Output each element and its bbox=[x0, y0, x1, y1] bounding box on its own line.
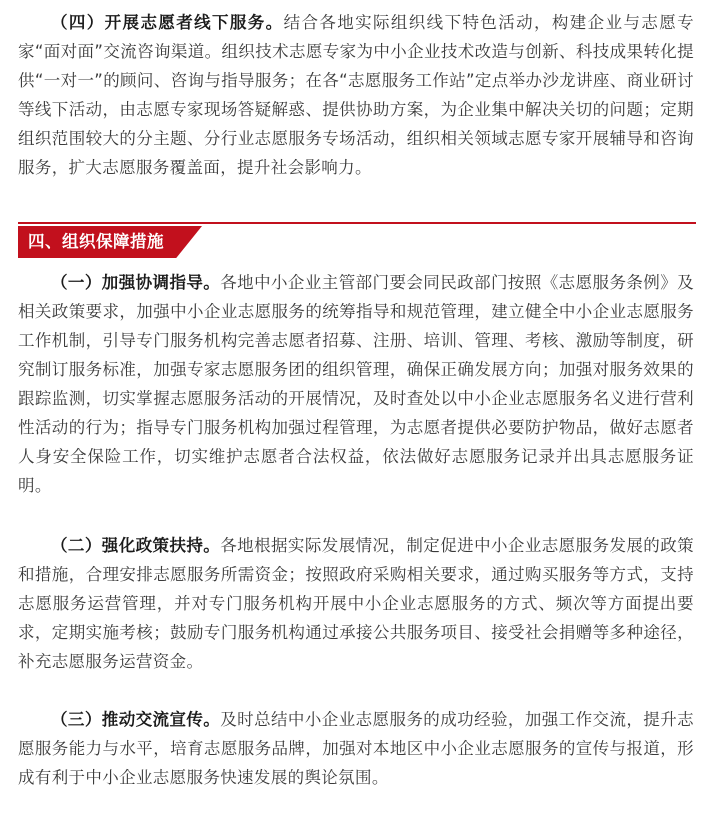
paragraph-lead: （三）推动交流宣传。 bbox=[51, 710, 221, 729]
paragraph-body: 各地中小企业主管部门要会同民政部门按照《志愿服务条例》及相关政策要求，加强中小企业志愿服务的统筹指导和规范管理，建立健全中小企业志愿服务工作机制，引导专门服务机构完善志愿者招募、注册、培训、管理、考核、激励等制度，研究制订服务标准，加强专家志愿服务团的组织管理，确保正确发展方向；加强对服务效果的跟踪监测，切实掌握志愿服务活动的开展情况，及时查处以中小企业志愿服务名义进行营利性活动的行为；指导专门服务机构加强过程管理，为志愿者提供必要防护物品，做好志愿者人身安全保险工作，切实维护志愿者合法权益，依法做好志愿服务记录并出具志愿服务证明。 bbox=[18, 273, 694, 495]
paragraph-coordination bbox=[18, 268, 694, 500]
paragraph-policy-support bbox=[18, 531, 694, 676]
paragraph-offline-services bbox=[18, 8, 694, 182]
paragraph-body: 及时总结中小企业志愿服务的成功经验，加强工作交流，提升志愿服务能力与水平，培育志愿服务品牌，加强对本地区中小企业志愿服务的宣传与报道，形成有利于中小企业志愿服务快速发展的舆论氛围。 bbox=[18, 710, 694, 787]
section-rule bbox=[18, 222, 696, 224]
section-header bbox=[18, 222, 696, 258]
paragraph-lead: （四）开展志愿者线下服务。 bbox=[51, 13, 284, 32]
paragraph-lead: （一）加强协调指导。 bbox=[51, 273, 221, 292]
paragraph-body: 结合各地实际组织线下特色活动，构建企业与志愿专家“面对面”交流咨询渠道。组织技术志愿专家为中小企业技术改造与创新、科技成果转化提供“一对一”的顾问、咨询与指导服务；在各“志愿服务工作站”定点举办沙龙讲座、商业研讨等线下活动，由志愿专家现场答疑解惑、提供协助方案，为企业集中解决关切的问题；定期组织范围较大的分主题、分行业志愿服务专场活动，组织相关领域志愿专家开展辅导和咨询服务，扩大志愿服务覆盖面，提升社会影响力。 bbox=[18, 13, 694, 177]
section-title: 四、组织保障措施 bbox=[28, 232, 164, 251]
paragraph-publicity bbox=[18, 705, 694, 792]
paragraph-lead: （二）强化政策扶持。 bbox=[51, 536, 221, 555]
paragraph-body: 各地根据实际发展情况，制定促进中小企业志愿服务发展的政策和措施，合理安排志愿服务所需资金；按照政府采购相关要求，通过购买服务等方式，支持志愿服务运营管理，并对专门服务机构开展中小企业志愿服务的方式、频次等方面提出要求，定期实施考核；鼓励专门服务机构通过承接公共服务项目、接受社会捐赠等多种途径，补充志愿服务运营资金。 bbox=[18, 536, 694, 671]
